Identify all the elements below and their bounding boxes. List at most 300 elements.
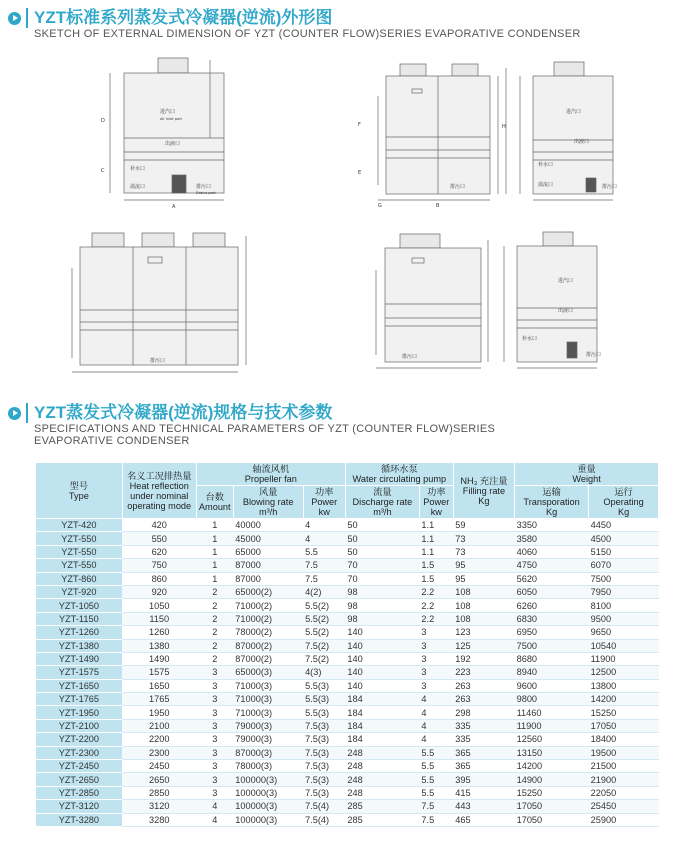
table-cell: 5.5 [303, 545, 345, 558]
drawing-front-view-2 [378, 64, 506, 200]
table-cell: 4060 [515, 545, 589, 558]
table-cell: 45000 [233, 532, 303, 545]
table-row [36, 733, 659, 746]
table-cell: 15250 [589, 706, 659, 719]
table-cell: 1.1 [419, 519, 453, 532]
play-bullet-icon [8, 12, 21, 25]
table-cell: 140 [345, 679, 419, 692]
table-cell: 3 [196, 746, 233, 759]
table-cell: 4 [196, 813, 233, 826]
table-cell: 15250 [515, 786, 589, 799]
table-cell: 17050 [515, 813, 589, 826]
table-row [36, 559, 659, 572]
table-cell: 184 [345, 719, 419, 732]
table-row [36, 760, 659, 773]
table-row [36, 719, 659, 732]
table-cell: YZT-2850 [36, 786, 123, 799]
external-dimension-drawings [0, 50, 683, 390]
table-cell: 3 [196, 719, 233, 732]
table-cell: 3120 [122, 800, 196, 813]
table-cell: 59 [453, 519, 514, 532]
table-cell: 12500 [589, 666, 659, 679]
table-cell: 7.5(2) [303, 639, 345, 652]
table-cell: 7500 [589, 572, 659, 585]
table-cell: 365 [453, 760, 514, 773]
table-cell: 13800 [589, 679, 659, 692]
label-makeup-3: 补水口 [538, 162, 554, 168]
table-cell: 1 [196, 532, 233, 545]
dim-d-1: D [101, 118, 105, 124]
label-drain-en-1: Drains port [196, 191, 216, 195]
table-cell: 11460 [515, 706, 589, 719]
table-cell: 65000(2) [233, 585, 303, 598]
table-cell: 1 [196, 559, 233, 572]
table-cell: 19500 [589, 746, 659, 759]
table-row [36, 773, 659, 786]
header-weight: 重量 Weight [515, 463, 659, 486]
table-cell: 7.5 [303, 559, 345, 572]
table-cell: YZT-550 [36, 545, 123, 558]
table-cell: 415 [453, 786, 514, 799]
label-outlet-3: 出液口 [574, 139, 590, 145]
label-makeup-1: 补水口 [130, 166, 146, 172]
table-cell: 2100 [122, 719, 196, 732]
table-cell: 4500 [589, 532, 659, 545]
table-cell: 4(3) [303, 666, 345, 679]
table-cell: 7.5(3) [303, 733, 345, 746]
drawing-side-view-1 [110, 58, 224, 200]
table-cell: 2 [196, 626, 233, 639]
label-inlet-en-1: Air inlet port [160, 117, 182, 121]
table-cell: 2200 [122, 733, 196, 746]
table-cell: 7.5(4) [303, 800, 345, 813]
table-cell: 18400 [589, 733, 659, 746]
table-cell: 184 [345, 693, 419, 706]
table-cell: 192 [453, 652, 514, 665]
table-cell: 3 [419, 626, 453, 639]
table-cell: 14900 [515, 773, 589, 786]
header-discharge: 流量 Discharge rate m³/h [345, 486, 419, 519]
drawing-side-view-3 [520, 62, 613, 200]
table-cell: 3 [196, 666, 233, 679]
label-overflow-3: 溢流口 [538, 182, 554, 188]
table-cell: 184 [345, 706, 419, 719]
table-cell: 285 [345, 800, 419, 813]
table-cell: 2 [196, 652, 233, 665]
section2-title-en: SPECIFICATIONS AND TECHNICAL PARAMETERS OF YZT (COUNTER FLOW)SERIES EVAPORATIVE CONDENSER [34, 423, 496, 447]
table-cell: 2 [196, 612, 233, 625]
table-cell: 2850 [122, 786, 196, 799]
table-cell: 78000(3) [233, 760, 303, 773]
drawing-front-view-5 [376, 234, 488, 368]
title-bar-divider [26, 8, 28, 28]
table-cell: 71000(2) [233, 599, 303, 612]
table-cell: 5.5 [419, 760, 453, 773]
label-drain-3: 排污口 [602, 184, 618, 190]
label-inlet-6: 进汽口 [558, 278, 574, 284]
table-cell: 7.5 [419, 800, 453, 813]
table-cell: 2 [196, 585, 233, 598]
table-row [36, 585, 659, 598]
dim-g-2: G [378, 203, 382, 209]
table-row [36, 693, 659, 706]
table-cell: 79000(3) [233, 719, 303, 732]
table-cell: 9600 [515, 679, 589, 692]
dim-a-1: A [172, 204, 176, 210]
table-cell: 98 [345, 612, 419, 625]
table-cell: YZT-1575 [36, 666, 123, 679]
table-cell: 1.5 [419, 572, 453, 585]
table-cell: 17050 [515, 800, 589, 813]
table-cell: YZT-1050 [36, 599, 123, 612]
table-cell: 70 [345, 572, 419, 585]
table-cell: YZT-2200 [36, 733, 123, 746]
play-bullet-icon [8, 407, 21, 420]
header-transport: 运输 Transporation Kg [515, 486, 589, 519]
table-cell: 7.5(3) [303, 760, 345, 773]
table-row [36, 572, 659, 585]
table-cell: 21500 [589, 760, 659, 773]
table-cell: 21900 [589, 773, 659, 786]
table-cell: 40000 [233, 519, 303, 532]
table-cell: 2.2 [419, 585, 453, 598]
table-cell: YZT-920 [36, 585, 123, 598]
table-cell: 140 [345, 626, 419, 639]
table-row [36, 545, 659, 558]
table-cell: 1.1 [419, 532, 453, 545]
table-cell: 7.5(4) [303, 813, 345, 826]
table-cell: YZT-1765 [36, 693, 123, 706]
table-cell: YZT-2100 [36, 719, 123, 732]
table-cell: 5.5 [419, 746, 453, 759]
dim-h-2: H [502, 124, 506, 130]
table-cell: 6830 [515, 612, 589, 625]
table-cell: YZT-1380 [36, 639, 123, 652]
table-cell: 4 [303, 532, 345, 545]
table-cell: 1575 [122, 666, 196, 679]
drawing-front-view-4 [72, 233, 246, 372]
table-cell: 98 [345, 585, 419, 598]
table-cell: 3 [196, 786, 233, 799]
table-cell: 248 [345, 773, 419, 786]
section1-heading [8, 8, 581, 40]
table-cell: 17050 [589, 719, 659, 732]
table-cell: 50 [345, 532, 419, 545]
table-cell: 71000(3) [233, 693, 303, 706]
table-cell: 7.5(3) [303, 786, 345, 799]
table-cell: 7.5(3) [303, 773, 345, 786]
header-blowing: 风量 Blowing rate m³/h [233, 486, 303, 519]
title-bar-divider [26, 403, 28, 423]
table-cell: 1490 [122, 652, 196, 665]
table-cell: 3280 [122, 813, 196, 826]
table-row [36, 813, 659, 826]
header-amount: 台数 Amount [196, 486, 233, 519]
table-cell: 9650 [589, 626, 659, 639]
table-cell: 108 [453, 612, 514, 625]
table-cell: 108 [453, 599, 514, 612]
table-cell: 8940 [515, 666, 589, 679]
table-cell: 1260 [122, 626, 196, 639]
table-cell: 920 [122, 585, 196, 598]
table-cell: 5.5 [419, 773, 453, 786]
table-cell: 1150 [122, 612, 196, 625]
table-row [36, 626, 659, 639]
dim-b-2: B [436, 203, 440, 209]
table-row [36, 652, 659, 665]
label-makeup-6: 补水口 [522, 336, 538, 342]
table-cell: YZT-2300 [36, 746, 123, 759]
table-cell: 71000(3) [233, 706, 303, 719]
label-drain-5: 排污口 [402, 354, 418, 360]
table-cell: 6070 [589, 559, 659, 572]
table-cell: YZT-550 [36, 559, 123, 572]
table-cell: 9500 [589, 612, 659, 625]
table-cell: 1 [196, 545, 233, 558]
table-cell: 14200 [515, 760, 589, 773]
table-cell: 108 [453, 585, 514, 598]
table-cell: YZT-3280 [36, 813, 123, 826]
label-inlet-3: 进汽口 [566, 109, 582, 115]
table-row [36, 786, 659, 799]
table-cell: 2 [196, 639, 233, 652]
table-cell: YZT-1650 [36, 679, 123, 692]
table-cell: 3350 [515, 519, 589, 532]
label-drain-6: 排污口 [586, 352, 602, 358]
header-heat: 名义工况排热量 Heat reflection under nominal operating mode [122, 463, 196, 519]
table-cell: 1765 [122, 693, 196, 706]
label-drain-2: 排污口 [450, 184, 466, 190]
table-cell: 123 [453, 626, 514, 639]
table-cell: 263 [453, 693, 514, 706]
table-cell: 5.5(2) [303, 626, 345, 639]
table-cell: 3 [196, 773, 233, 786]
table-cell: 11900 [589, 652, 659, 665]
table-cell: 1 [196, 572, 233, 585]
table-cell: 4(2) [303, 585, 345, 598]
table-cell: 50 [345, 545, 419, 558]
drawing-side-view-6 [504, 232, 597, 368]
table-cell: 87000 [233, 559, 303, 572]
table-cell: 465 [453, 813, 514, 826]
table-cell: 25900 [589, 813, 659, 826]
dim-f-2: F [358, 122, 361, 128]
table-cell: 8680 [515, 652, 589, 665]
table-cell: 100000(3) [233, 813, 303, 826]
table-cell: 335 [453, 719, 514, 732]
table-cell: 5.5(2) [303, 599, 345, 612]
table-cell: 335 [453, 733, 514, 746]
table-cell: 3 [419, 679, 453, 692]
label-inlet-1: 进汽口 [160, 109, 176, 115]
label-drain-4: 排污口 [150, 358, 166, 364]
table-cell: 4 [196, 800, 233, 813]
table-cell: 5150 [589, 545, 659, 558]
spec-table [35, 462, 659, 827]
section2-title-zh: YZT蒸发式冷凝器(逆流)规格与技术参数 [34, 403, 333, 422]
table-cell: 5.5 [419, 786, 453, 799]
table-cell: YZT-1490 [36, 652, 123, 665]
table-cell: 87000(3) [233, 746, 303, 759]
table-cell: YZT-3120 [36, 800, 123, 813]
table-cell: 140 [345, 666, 419, 679]
table-row [36, 746, 659, 759]
table-cell: 5.5(3) [303, 706, 345, 719]
table-cell: 2 [196, 599, 233, 612]
table-cell: 1.5 [419, 559, 453, 572]
table-cell: 100000(3) [233, 786, 303, 799]
table-cell: 4 [419, 706, 453, 719]
table-cell: 13150 [515, 746, 589, 759]
table-cell: 550 [122, 532, 196, 545]
table-cell: 3 [196, 706, 233, 719]
spec-table-body [36, 519, 659, 827]
table-cell: 1 [196, 519, 233, 532]
table-row [36, 800, 659, 813]
table-cell: 4 [303, 519, 345, 532]
table-cell: 2650 [122, 773, 196, 786]
table-cell: 5.5(3) [303, 679, 345, 692]
table-cell: 5620 [515, 572, 589, 585]
table-cell: 6260 [515, 599, 589, 612]
table-cell: 87000(2) [233, 639, 303, 652]
table-cell: 140 [345, 652, 419, 665]
table-cell: 3 [196, 679, 233, 692]
table-cell: 184 [345, 733, 419, 746]
table-cell: 298 [453, 706, 514, 719]
table-cell: 78000(2) [233, 626, 303, 639]
table-cell: 8100 [589, 599, 659, 612]
header-fan: 轴流风机 Propeller fan [196, 463, 345, 486]
table-cell: 3 [196, 693, 233, 706]
table-cell: 860 [122, 572, 196, 585]
table-cell: 2.2 [419, 612, 453, 625]
table-cell: 100000(3) [233, 773, 303, 786]
table-cell: 7500 [515, 639, 589, 652]
table-cell: 7.5(2) [303, 652, 345, 665]
table-cell: 6950 [515, 626, 589, 639]
table-cell: 620 [122, 545, 196, 558]
header-pump-power: 功率 Power kw [419, 486, 453, 519]
table-cell: 4450 [589, 519, 659, 532]
table-cell: 125 [453, 639, 514, 652]
table-cell: 4 [419, 733, 453, 746]
table-cell: 12560 [515, 733, 589, 746]
table-row [36, 612, 659, 625]
table-cell: 3580 [515, 532, 589, 545]
table-cell: 11900 [515, 719, 589, 732]
table-cell: 2300 [122, 746, 196, 759]
table-cell: 4 [419, 719, 453, 732]
label-outlet-6: 出液口 [558, 308, 574, 314]
table-row [36, 519, 659, 532]
table-cell: 10540 [589, 639, 659, 652]
table-cell: 9800 [515, 693, 589, 706]
label-drain-1: 排污口 [196, 184, 212, 190]
table-cell: 3 [419, 666, 453, 679]
table-cell: 7.5 [303, 572, 345, 585]
table-cell: 65000 [233, 545, 303, 558]
table-cell: 285 [345, 813, 419, 826]
table-cell: 1380 [122, 639, 196, 652]
table-cell: 50 [345, 519, 419, 532]
label-outlet-1: 出液口 [165, 141, 181, 147]
table-cell: 100000(3) [233, 800, 303, 813]
table-cell: 25450 [589, 800, 659, 813]
dim-e-2: E [358, 170, 362, 176]
table-cell: 95 [453, 559, 514, 572]
table-cell: 7.5(3) [303, 719, 345, 732]
header-type: 型号 Type [36, 463, 123, 519]
table-cell: YZT-1260 [36, 626, 123, 639]
table-cell: 420 [122, 519, 196, 532]
table-cell: 4750 [515, 559, 589, 572]
table-row [36, 679, 659, 692]
table-cell: YZT-860 [36, 572, 123, 585]
table-row [36, 706, 659, 719]
table-cell: 5.5(2) [303, 612, 345, 625]
table-cell: 71000(3) [233, 679, 303, 692]
table-cell: 65000(3) [233, 666, 303, 679]
table-cell: 443 [453, 800, 514, 813]
table-cell: 73 [453, 532, 514, 545]
header-operating: 运行 Operating Kg [589, 486, 659, 519]
table-cell: YZT-420 [36, 519, 123, 532]
table-cell: 2.2 [419, 599, 453, 612]
table-cell: 395 [453, 773, 514, 786]
table-cell: 248 [345, 760, 419, 773]
table-cell: 248 [345, 746, 419, 759]
table-cell: 1650 [122, 679, 196, 692]
table-row [36, 666, 659, 679]
table-cell: 79000(3) [233, 733, 303, 746]
table-cell: 70 [345, 559, 419, 572]
table-cell: 4 [419, 693, 453, 706]
section2-heading [8, 403, 554, 447]
section1-title-zh: YZT标准系列蒸发式冷凝器(逆流)外形图 [34, 8, 333, 27]
table-cell: 87000 [233, 572, 303, 585]
table-cell: 248 [345, 786, 419, 799]
table-cell: 1950 [122, 706, 196, 719]
table-cell: 1050 [122, 599, 196, 612]
table-cell: 5.5(3) [303, 693, 345, 706]
label-overflow-1: 溢流口 [130, 184, 146, 190]
header-pump: 循环水泵 Water circulating pump [345, 463, 453, 486]
table-cell: 3 [419, 652, 453, 665]
table-cell: 7.5 [419, 813, 453, 826]
table-cell: 140 [345, 639, 419, 652]
table-cell: 263 [453, 679, 514, 692]
header-nh3: NH₃ 充注量 Filling rate Kg [453, 463, 514, 519]
table-cell: 7950 [589, 585, 659, 598]
table-cell: 2450 [122, 760, 196, 773]
table-cell: 3 [196, 733, 233, 746]
table-cell: 73 [453, 545, 514, 558]
header-power: 功率 Power kw [303, 486, 345, 519]
table-cell: YZT-550 [36, 532, 123, 545]
table-cell: 3 [196, 760, 233, 773]
table-cell: 6050 [515, 585, 589, 598]
table-row [36, 639, 659, 652]
table-cell: 98 [345, 599, 419, 612]
table-cell: 95 [453, 572, 514, 585]
dim-c-1: C [101, 168, 105, 174]
table-cell: YZT-2650 [36, 773, 123, 786]
table-cell: 7.5(3) [303, 746, 345, 759]
table-cell: 1.1 [419, 545, 453, 558]
table-cell: 14200 [589, 693, 659, 706]
table-row [36, 532, 659, 545]
